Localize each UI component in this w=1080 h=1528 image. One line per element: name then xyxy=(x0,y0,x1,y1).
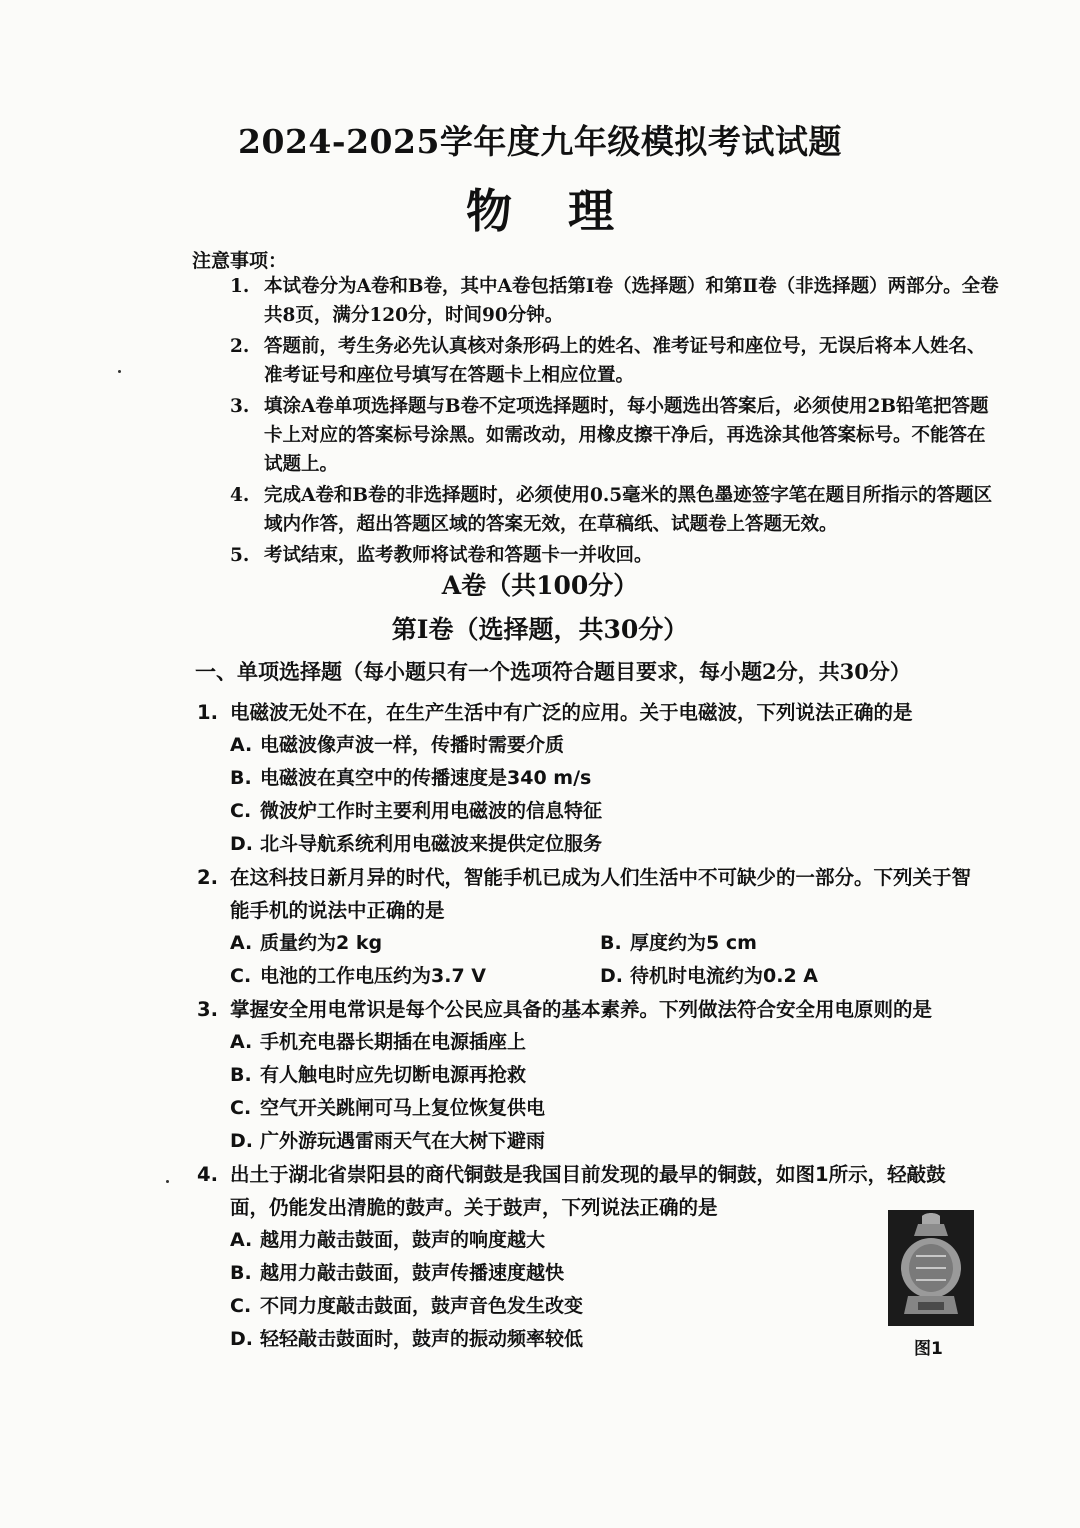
question-3 xyxy=(197,993,987,1158)
option-letter: B. xyxy=(230,767,252,789)
subject-title: 物理 xyxy=(466,184,670,238)
option-letter: A. xyxy=(230,932,253,954)
option-letter: C. xyxy=(230,1295,252,1317)
option-b xyxy=(197,1257,977,1290)
note-item xyxy=(230,332,1000,390)
option-letter: A. xyxy=(230,1229,253,1251)
option-letter: A. xyxy=(230,734,253,756)
note-item xyxy=(230,272,1000,330)
question-2 xyxy=(197,861,987,993)
option-text: 电池的工作电压约为3.7 V xyxy=(260,965,486,987)
question-1 xyxy=(197,696,987,861)
question-stem xyxy=(197,696,987,729)
part-heading: 一、单项选择题（每小题只有一个选项符合题目要求，每小题2分，共30分） xyxy=(195,659,911,684)
note-text: 考试结束，监考教师将试卷和答题卡一并收回。 xyxy=(264,545,653,566)
option-letter: C. xyxy=(230,1097,252,1119)
bronze-drum-photo xyxy=(888,1210,974,1326)
option-text: 有人触电时应先切断电源再抢救 xyxy=(260,1064,527,1086)
option-b xyxy=(197,762,987,795)
option-text: 电磁波在真空中的传播速度是340 m/s xyxy=(260,767,592,789)
note-number: 1. xyxy=(230,276,250,297)
question-stem xyxy=(197,993,987,1026)
option-letter: B. xyxy=(230,1064,252,1086)
bronze-drum-icon xyxy=(888,1210,974,1326)
question-number: 4. xyxy=(197,1163,218,1186)
scan-speck xyxy=(118,370,121,373)
option-letter: B. xyxy=(230,1262,252,1284)
note-text: 完成A卷和B卷的非选择题时，必须使用0.5毫米的黑色墨迹签字笔在题目所指示的答题区域内作答，超出答题区域的答案无效，在草稿纸、试题卷上答题无效。 xyxy=(264,485,993,535)
note-number: 2. xyxy=(230,336,250,357)
option-d xyxy=(567,960,967,993)
option-text: 微波炉工作时主要利用电磁波的信息特征 xyxy=(260,800,603,822)
option-letter: C. xyxy=(230,965,252,987)
option-c xyxy=(197,795,987,828)
option-text: 越用力敲击鼓面，鼓声的响度越大 xyxy=(260,1229,546,1251)
notes-list xyxy=(230,272,1000,572)
note-text: 答题前，考生务必先认真核对条形码上的姓名、准考证号和座位号，无误后将本人姓名、准考证号和座位号填写在答题卡上相应位置。 xyxy=(264,336,986,386)
figure-caption: 图1 xyxy=(914,1339,943,1359)
option-c xyxy=(197,1092,987,1125)
note-item xyxy=(230,481,1000,539)
option-a xyxy=(197,927,567,960)
option-letter: D. xyxy=(230,1328,253,1350)
option-c xyxy=(197,1290,977,1323)
option-text: 越用力敲击鼓面，鼓声传播速度越快 xyxy=(260,1262,565,1284)
question-number: 1. xyxy=(197,701,218,724)
option-d xyxy=(197,828,987,861)
question-text: 电磁波无处不在，在生产生活中有广泛的应用。关于电磁波，下列说法正确的是 xyxy=(230,701,913,724)
option-letter: D. xyxy=(230,833,253,855)
option-a xyxy=(197,1026,987,1059)
option-text: 质量约为2 kg xyxy=(260,932,383,954)
option-b xyxy=(197,1059,987,1092)
option-b xyxy=(567,927,967,960)
option-text: 轻轻敲击鼓面时，鼓声的振动频率较低 xyxy=(260,1328,584,1350)
question-number: 2. xyxy=(197,866,218,889)
note-text: 填涂A卷单项选择题与B卷不定项选择题时，每小题选出答案后，必须使用2B铅笔把答题卡上对应的答案标号涂黑。如需改动，用橡皮擦干净后，再选涂其他答案标号。不能答在试题上。 xyxy=(264,396,989,475)
option-letter: A. xyxy=(230,1031,253,1053)
option-letter: D. xyxy=(230,1130,253,1152)
question-text: 掌握安全用电常识是每个公民应具备的基本素养。下列做法符合安全用电原则的是 xyxy=(230,998,933,1021)
note-number: 3. xyxy=(230,396,250,417)
option-text: 手机充电器长期插在电源插座上 xyxy=(260,1031,527,1053)
option-d xyxy=(197,1125,987,1158)
question-text: 出土于湖北省崇阳县的商代铜鼓是我国目前发现的最早的铜鼓，如图1所示，轻敲鼓面，仍能发出清脆的鼓声。关于鼓声，下列说法正确的是 xyxy=(230,1163,946,1219)
question-text: 在这科技日新月异的时代，智能手机已成为人们生活中不可缺少的一部分。下列关于智能手机的说法中正确的是 xyxy=(230,866,972,922)
section-a-title: A卷（共100分） xyxy=(441,571,639,600)
option-text: 广外游玩遇雷雨天气在大树下避雨 xyxy=(260,1130,546,1152)
option-text: 空气开关跳闸可马上复位恢复供电 xyxy=(260,1097,546,1119)
note-text: 本试卷分为A卷和B卷，其中A卷包括第Ⅰ卷（选择题）和第Ⅱ卷（非选择题）两部分。全卷共8页，满分120分，时间90分钟。 xyxy=(264,276,999,326)
exam-title: 2024-2025学年度九年级模拟考试试题 xyxy=(238,122,842,161)
question-4 xyxy=(197,1158,977,1356)
option-text: 电磁波像声波一样，传播时需要介质 xyxy=(260,734,565,756)
question-number: 3. xyxy=(197,998,218,1021)
option-text: 待机时电流约为0.2 A xyxy=(630,965,818,987)
option-a xyxy=(197,1224,977,1257)
question-stem xyxy=(197,1158,977,1224)
question-list xyxy=(197,696,987,1356)
option-letter: C. xyxy=(230,800,252,822)
option-text: 厚度约为5 cm xyxy=(630,932,757,954)
note-number: 4. xyxy=(230,485,250,506)
option-text: 不同力度敲击鼓面，鼓声音色发生改变 xyxy=(260,1295,584,1317)
option-d xyxy=(197,1323,977,1356)
scan-speck xyxy=(166,1180,169,1183)
option-c xyxy=(197,960,567,993)
question-stem xyxy=(197,861,987,927)
option-letter: B. xyxy=(600,932,622,954)
option-text: 北斗导航系统利用电磁波来提供定位服务 xyxy=(260,833,603,855)
note-number: 5. xyxy=(230,545,250,566)
option-a xyxy=(197,729,987,762)
part1-title: 第Ⅰ卷（选择题，共30分） xyxy=(391,615,689,644)
option-grid xyxy=(197,927,987,993)
note-item xyxy=(230,392,1000,479)
notes-heading: 注意事项： xyxy=(192,250,288,272)
option-letter: D. xyxy=(600,965,623,987)
